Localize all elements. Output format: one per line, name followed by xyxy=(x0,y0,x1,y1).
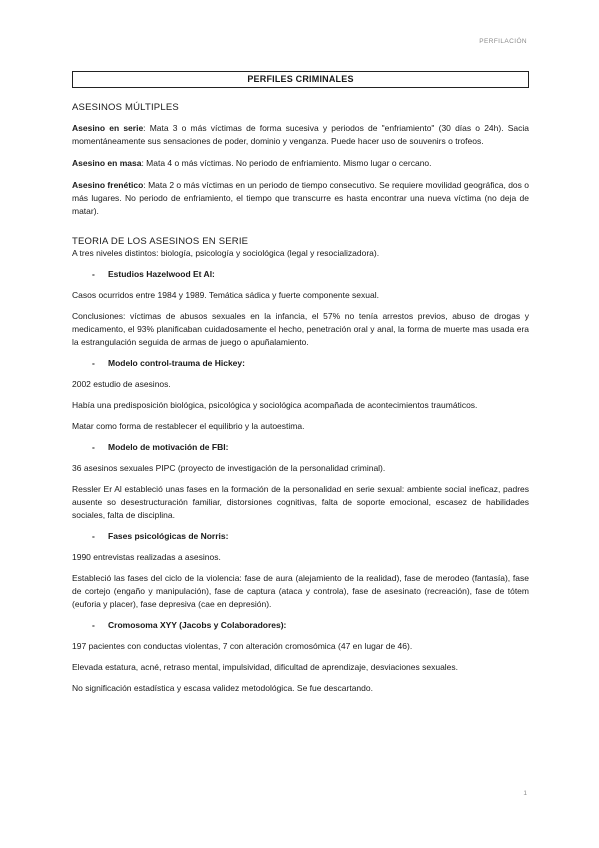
bullet-label: Modelo control-trauma de Hickey: xyxy=(108,358,245,368)
bullet-label: Modelo de motivación de FBI: xyxy=(108,442,229,452)
bullet-norris xyxy=(72,530,529,543)
definition-asesino-en-masa xyxy=(72,157,529,170)
paragraph: Ressler Er Al estableció unas fases en la formación de la personalidad en serie sexual: ambiente social ineficaz, padres ausente so desestructuración familiar, distorsiones cognitivas, falta de soporte emocional, escasez de habilidades sociales, falta de disciplina. xyxy=(72,484,529,520)
definition-text: : Mata 3 o más víctimas de forma sucesiva y periodos de "enfriamiento" (30 días o 24h). Sacia momentáneamente sus sensaciones de poder, dominio y venganza. Puede hacer uso de souvenirs o trofeos. xyxy=(72,123,529,146)
definition-asesino-en-serie xyxy=(72,122,529,148)
page-number: 1 xyxy=(523,790,527,797)
definition-asesino-frenetico xyxy=(72,179,529,218)
paragraph: Había una predisposición biológica, psicológica y sociológica acompañada de acontecimientos traumáticos. xyxy=(72,400,478,410)
paragraph: 36 asesinos sexuales PIPC (proyecto de investigación de la personalidad criminal). xyxy=(72,463,386,473)
bullet-hazelwood xyxy=(72,268,529,281)
bullet-hickey xyxy=(72,357,529,370)
running-header: PERFILACIÓN xyxy=(479,38,527,45)
paragraph: 197 pacientes con conductas violentas, 7 con alteración cromosómica (47 en lugar de 46). xyxy=(72,641,413,651)
bullet-label: Estudios Hazelwood Et Al: xyxy=(108,269,215,279)
document-title: PERFILES CRIMINALES xyxy=(72,71,529,88)
definition-text: : Mata 4 o más víctimas. No periodo de enfriamiento. Mismo lugar o cercano. xyxy=(141,158,432,168)
paragraph: Elevada estatura, acné, retraso mental, impulsividad, dificultad de aprendizaje, desviaciones sexuales. xyxy=(72,662,459,672)
dash-marker: - xyxy=(92,442,95,452)
paragraph: Matar como forma de restablecer el equilibrio y la autoestima. xyxy=(72,421,305,431)
paragraph: Estableció las fases del ciclo de la violencia: fase de aura (alejamiento de la realidad), fase de merodeo (fantasía), fase de cortejo (engaño y manipulación), fase de captura (ataca y controla), fase de asesinato (recreación), fase de tótem (euforia y placer), fase depresiva (cae en depresión). xyxy=(72,573,529,609)
bullet-fbi xyxy=(72,441,529,454)
paragraph: Casos ocurridos entre 1984 y 1989. Temática sádica y fuerte componente sexual. xyxy=(72,290,379,300)
bullet-xyy xyxy=(72,619,529,632)
term: Asesino en serie xyxy=(72,123,144,133)
paragraph: 1990 entrevistas realizadas a asesinos. xyxy=(72,552,221,562)
bullet-label: Fases psicológicas de Norris: xyxy=(108,531,229,541)
definition-text: : Mata 2 o más víctimas en un periodo de tiempo consecutivo. Se requiere movilidad geográfica, dos o más lugares. No periodo de enfriamiento, el tiempo que transcurre es hasta encontrar una nueva víctima (no deja de matar). xyxy=(72,180,530,216)
dash-marker: - xyxy=(92,531,95,541)
paragraph: Conclusiones: víctimas de abusos sexuales en la infancia, el 57% no tenía arrestos previos, abuso de drogas y medicamento, el 93% planificaban cuidadosamente el hecho, penetración oral y anal, la forma de muerte mas usada era la estrangulación seguida de armas de juego o apuñalamiento. xyxy=(72,311,529,347)
dash-marker: - xyxy=(92,620,95,630)
document-body xyxy=(72,71,529,695)
paragraph: 2002 estudio de asesinos. xyxy=(72,379,171,389)
paragraph: No significación estadística y escasa validez metodológica. Se fue descartando. xyxy=(72,683,373,693)
section-heading-teoria: TEORIA DE LOS ASESINOS EN SERIE xyxy=(72,236,249,247)
dash-marker: - xyxy=(92,358,95,368)
bullet-label: Cromosoma XYY (Jacobs y Colaboradores): xyxy=(108,620,287,630)
term: Asesino en masa xyxy=(72,158,142,168)
dash-marker: - xyxy=(92,269,95,279)
section-heading-asesinos-multiples: ASESINOS MÚLTIPLES xyxy=(72,102,179,113)
section-intro: A tres niveles distintos: biología, psicología y sociológica (legal y resocializadora). xyxy=(72,248,380,258)
term: Asesino frenético xyxy=(72,180,144,190)
